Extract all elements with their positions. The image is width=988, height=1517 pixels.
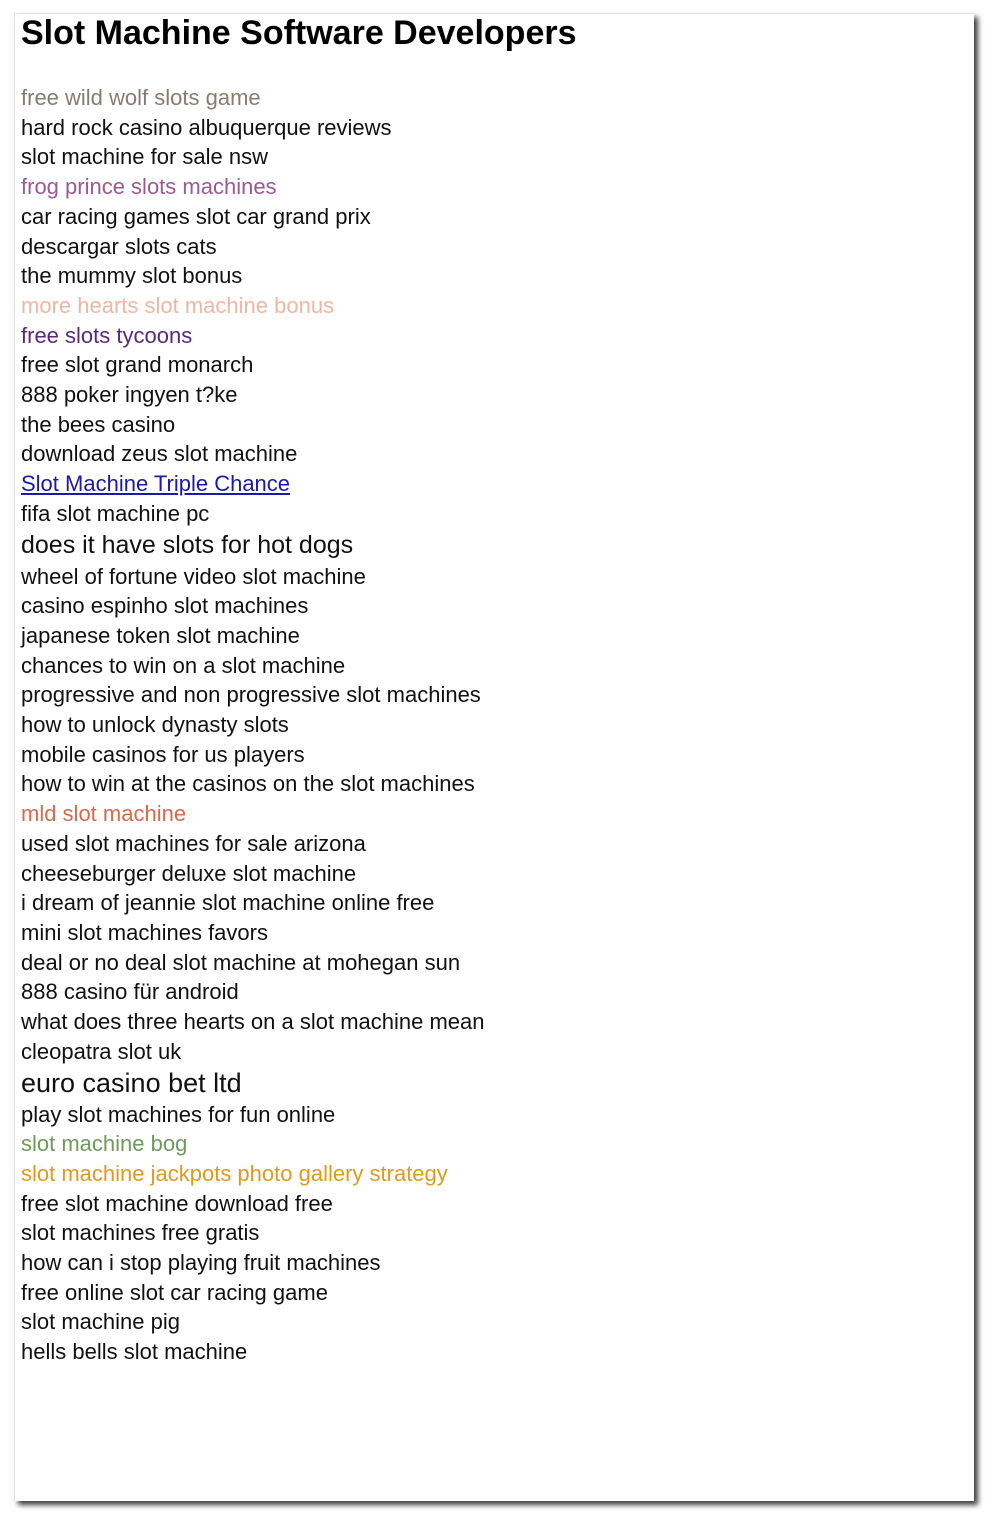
- list-item: play slot machines for fun online: [21, 1101, 336, 1127]
- list-item: hells bells slot machine: [21, 1339, 248, 1365]
- list-item: free slots tycoons: [21, 322, 193, 348]
- list-item: progressive and non progressive slot machines: [21, 682, 481, 708]
- page-frame: [14, 13, 974, 1501]
- list-item: slot machine bog: [21, 1131, 188, 1157]
- list-item: how to win at the casinos on the slot machines: [21, 771, 475, 797]
- list-item: how can i stop playing fruit machines: [21, 1250, 381, 1276]
- list-item: mld slot machine: [21, 801, 187, 827]
- list-item: used slot machines for sale arizona: [21, 830, 366, 856]
- list-item: slot machines free gratis: [21, 1220, 260, 1246]
- list-item[interactable]: [21, 469, 485, 499]
- list-item: does it have slots for hot dogs: [21, 530, 354, 559]
- list-item: what does three hearts on a slot machine mean: [21, 1009, 485, 1035]
- list-item: euro casino bet ltd: [21, 1067, 242, 1098]
- list-item: deal or no deal slot machine at mohegan sun: [21, 949, 461, 975]
- list-item: free online slot car racing game: [21, 1279, 328, 1305]
- list-item: frog prince slots machines: [21, 174, 277, 200]
- list-item: mobile casinos for us players: [21, 741, 305, 767]
- keyword-list: [21, 83, 485, 1367]
- list-item: hard rock casino albuquerque reviews: [21, 114, 392, 140]
- page-title: Slot Machine Software Developers: [21, 14, 577, 52]
- list-item: how to unlock dynasty slots: [21, 712, 289, 738]
- list-item-link[interactable]: Slot Machine Triple Chance: [21, 471, 291, 497]
- list-item: slot machine jackpots photo gallery strategy: [21, 1160, 448, 1186]
- list-item: free wild wolf slots game: [21, 85, 261, 110]
- list-item: slot machine for sale nsw: [21, 144, 268, 170]
- list-item: fifa slot machine pc: [21, 500, 210, 526]
- list-item: i dream of jeannie slot machine online free: [21, 890, 435, 916]
- list-item: cleopatra slot uk: [21, 1038, 182, 1064]
- list-item: car racing games slot car grand prix: [21, 203, 371, 229]
- list-item: casino espinho slot machines: [21, 593, 309, 619]
- list-item: wheel of fortune video slot machine: [21, 563, 366, 589]
- list-item: chances to win on a slot machine: [21, 652, 346, 678]
- list-item: japanese token slot machine: [21, 622, 300, 648]
- list-item: the bees casino: [21, 411, 176, 437]
- list-item: slot machine pig: [21, 1309, 180, 1335]
- list-item: descargar slots cats: [21, 233, 217, 259]
- list-item: more hearts slot machine bonus: [21, 292, 335, 318]
- list-item: download zeus slot machine: [21, 441, 298, 467]
- list-item: 888 poker ingyen t?ke: [21, 382, 238, 408]
- list-item: mini slot machines favors: [21, 919, 268, 945]
- list-item: free slot machine download free: [21, 1190, 333, 1216]
- list-item: free slot grand monarch: [21, 352, 254, 378]
- list-item: cheeseburger deluxe slot machine: [21, 860, 357, 886]
- list-item: the mummy slot bonus: [21, 263, 243, 289]
- list-item: 888 casino für android: [21, 979, 239, 1005]
